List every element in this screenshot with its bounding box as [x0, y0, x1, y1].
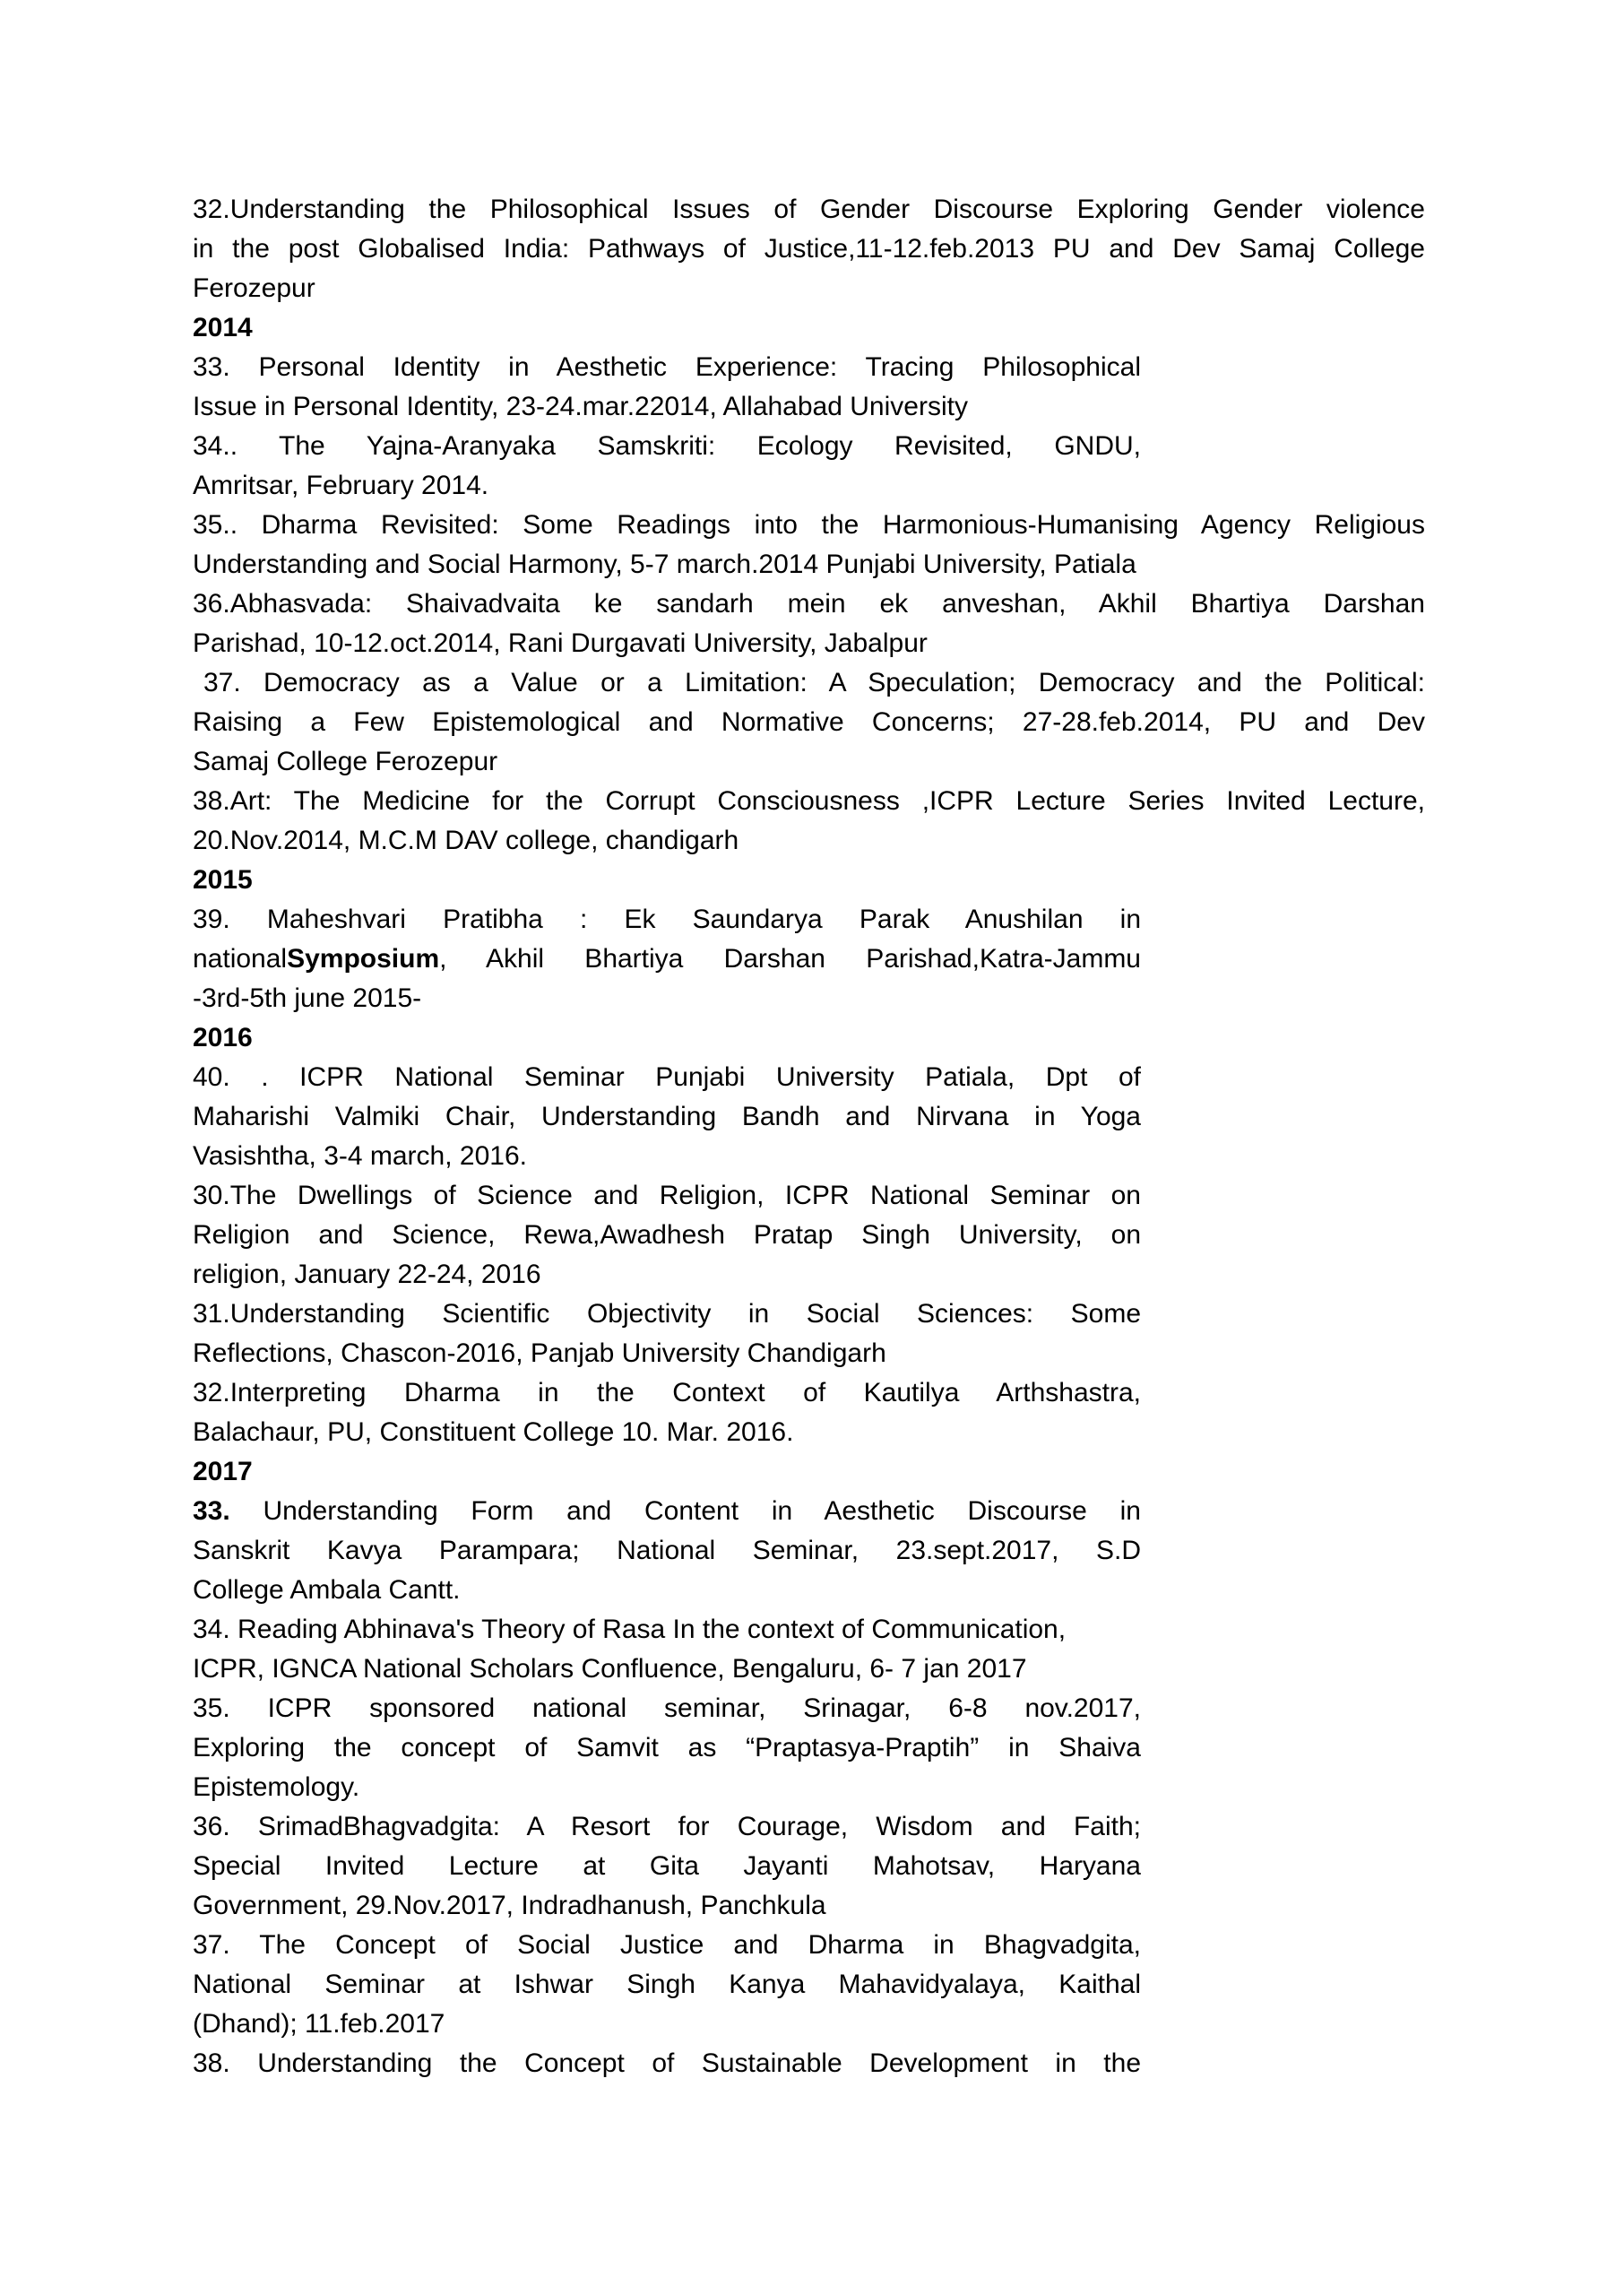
item39-2015-line-2-bold-symposium: Symposium: [287, 944, 440, 974]
item37-2017-line-3: (Dhand); 11.feb.2017: [193, 2009, 445, 2039]
item35-2017-line-2: Exploring the concept of Samvit as “Praptasya-Praptih” in Shaiva: [193, 1733, 1141, 1762]
item33-2017-line-2: Sanskrit Kavya Parampara; National Seminar, 23.sept.2017, S.D: [193, 1536, 1141, 1565]
item38-2014-line-1: 38.Art: The Medicine for the Corrupt Consciousness ,ICPR Lecture Series Invited Lecture,: [193, 786, 1425, 816]
item33-2017-line-3: College Ambala Cantt.: [193, 1575, 461, 1605]
item34-2017-line-2: ICPR, IGNCA National Scholars Confluence, Bengaluru, 6- 7 jan 2017: [193, 1654, 1027, 1684]
item30-2016-line-1: 30.The Dwellings of Science and Religion, ICPR National Seminar on: [193, 1181, 1141, 1210]
item31-2016-line-2: Reflections, Chascon-2016, Panjab University Chandigarh: [193, 1338, 886, 1368]
item33-2017-bold-number: 33.: [193, 1496, 230, 1526]
item31-2016-line-1: 31.Understanding Scientific Objectivity in Social Sciences: Some: [193, 1299, 1141, 1329]
item37-2017-line-1: 37. The Concept of Social Justice and Dharma in Bhagvadgita,: [193, 1930, 1141, 1960]
year-heading-2014: 2014: [193, 313, 253, 342]
item36-2014-line-2: Parishad, 10-12.oct.2014, Rani Durgavati University, Jabalpur: [193, 628, 928, 658]
item33-2014-line-2: Issue in Personal Identity, 23-24.mar.22014, Allahabad University: [193, 392, 968, 421]
item37-2014-line-3: Samaj College Ferozepur: [193, 747, 498, 776]
item32-2016-line-1: 32.Interpreting Dharma in the Context of Kautilya Arthshastra,: [193, 1378, 1141, 1407]
item33-2017-line-1: [193, 1492, 1141, 1531]
item37-2014-line-2: Raising a Few Epistemological and Normative Concerns; 27-28.feb.2014, PU and Dev: [193, 707, 1425, 737]
item40-2016-line-3: Vasishtha, 3-4 march, 2016.: [193, 1141, 527, 1171]
item30-2016-line-2: Religion and Science, Rewa,Awadhesh Pratap Singh University, on: [193, 1220, 1141, 1250]
item39-2015-line-2-prefix: national: [193, 944, 288, 974]
item35-2014-line-2: Understanding and Social Harmony, 5-7 march.2014 Punjabi University, Patiala: [193, 550, 1136, 579]
item34-2017-line-1: 34. Reading Abhinava's Theory of Rasa In the context of Communication,: [193, 1615, 1067, 1644]
item39-2015-line-1: 39. Maheshvari Pratibha : Ek Saundarya Parak Anushilan in: [193, 905, 1141, 934]
item33-2014-line-1: 33. Personal Identity in Aesthetic Experience: Tracing Philosophical: [193, 352, 1141, 382]
year-heading-2016: 2016: [193, 1023, 253, 1052]
item32-2013-line-1: 32.Understanding the Philosophical Issues of Gender Discourse Exploring Gender violence: [193, 195, 1425, 224]
item35-2017-line-1: 35. ICPR sponsored national seminar, Srinagar, 6-8 nov.2017,: [193, 1693, 1141, 1723]
item36-2014-line-1: 36.Abhasvada: Shaivadvaita ke sandarh mein ek anveshan, Akhil Bhartiya Darshan: [193, 589, 1425, 619]
item35-2014-line-1: 35.. Dharma Revisited: Some Readings into the Harmonious-Humanising Agency Religious: [193, 510, 1425, 540]
item39-2015-line-3: -3rd-5th june 2015-: [193, 983, 422, 1013]
year-heading-2015: 2015: [193, 865, 253, 895]
item36-2017-line-3: Government, 29.Nov.2017, Indradhanush, Panchkula: [193, 1891, 826, 1920]
item37-2014-line-1: 37. Democracy as a Value or a Limitation: A Speculation; Democracy and the Political:: [203, 668, 1425, 697]
item34-2014-line-1: 34.. The Yajna-Aranyaka Samskriti: Ecology Revisited, GNDU,: [193, 431, 1141, 461]
year-heading-2017: 2017: [193, 1457, 253, 1486]
item30-2016-line-3: religion, January 22-24, 2016: [193, 1260, 541, 1289]
item40-2016-line-2: Maharishi Valmiki Chair, Understanding Bandh and Nirvana in Yoga: [193, 1102, 1141, 1131]
item36-2017-line-2: Special Invited Lecture at Gita Jayanti Mahotsav, Haryana: [193, 1851, 1141, 1881]
item39-2015-line-2: [193, 940, 1141, 979]
item38-2017-line-1: 38. Understanding the Concept of Sustainable Development in the: [193, 2048, 1141, 2078]
item40-2016-line-1: 40. . ICPR National Seminar Punjabi University Patiala, Dpt of: [193, 1062, 1141, 1092]
item38-2014-line-2: 20.Nov.2014, M.C.M DAV college, chandigarh: [193, 826, 739, 855]
presentation-list: [193, 190, 1425, 2083]
item33-2017-line-1-rest: Understanding Form and Content in Aesthetic Discourse in: [229, 1496, 1141, 1526]
item35-2017-line-3: Epistemology.: [193, 1772, 360, 1802]
item32-2013-line-2: in the post Globalised India: Pathways of Justice,11-12.feb.2013 PU and Dev Samaj College: [193, 234, 1425, 264]
item32-2016-line-2: Balachaur, PU, Constituent College 10. Mar. 2016.: [193, 1417, 794, 1447]
item37-2017-line-2: National Seminar at Ishwar Singh Kanya Mahavidyalaya, Kaithal: [193, 1970, 1141, 1999]
item34-2014-line-2: Amritsar, February 2014.: [193, 471, 489, 500]
item39-2015-line-2-rest: , Akhil Bhartiya Darshan Parishad,Katra-Jammu: [439, 944, 1141, 974]
item32-2013-line-3: Ferozepur: [193, 273, 315, 303]
item36-2017-line-1: 36. SrimadBhagvadgita: A Resort for Courage, Wisdom and Faith;: [193, 1812, 1141, 1841]
